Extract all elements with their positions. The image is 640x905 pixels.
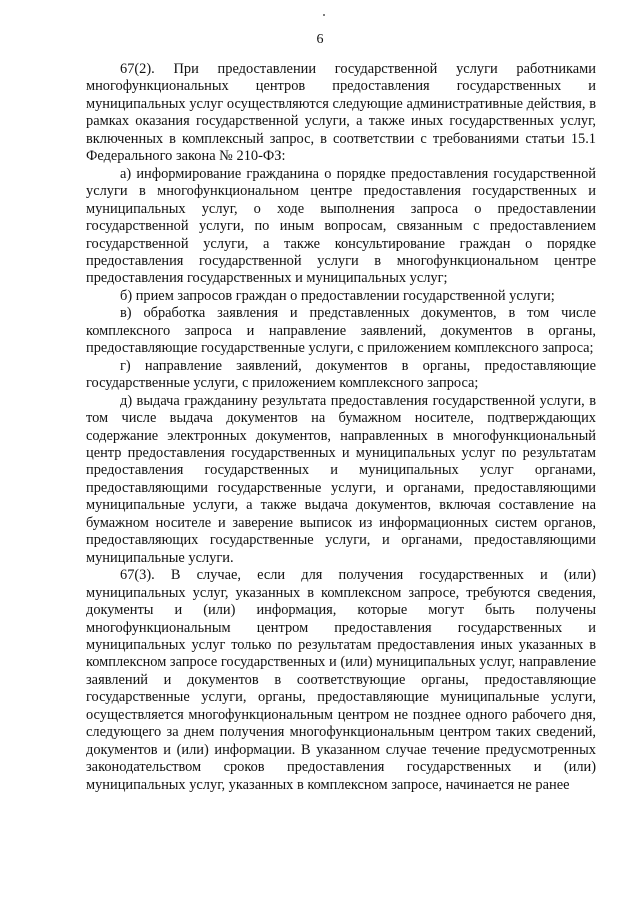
page-number: 6 [316,32,324,47]
paragraph-item-b: б) прием запросов граждан о предоставлении государственной услуги; [120,287,555,304]
paragraph-67-2: 67(2). При предоставлении государственной услуги работниками многофункциональных центров предоставления государственных и муниципальных услуг осуществляются следующие административные действия, в рамках оказания государственной услуги, а также иных государственных услуг, включенных в комплексный запрос, в соответствии с требованиями статьи 15.1 Федерального закона № 210-ФЗ: [86,61,596,165]
paragraph-item-d: д) выдача гражданину результата предоставления государственной услуги, в том числе выдача документов на бумажном носителе, подтверждающих содержание электронных документов, направленных в многофункциональный центр предоставления государственных и муниципальных услуг по результатам предоставления государственных и муниципальных услуг органами, предоставляющими государственные услуги, и органами, предоставляющими муниципальные услуги, а также выдача документов, включая составление на бумажном носителе и заверение выписок из информационных систем органов, предоставляющих государственные услуги, и органами, предоставляющими муниципальные услуги. [86,392,596,566]
paragraph-item-g: г) направление заявлений, документов в органы, предоставляющие государственные услуги, с приложением комплексного запроса; [86,357,596,392]
paragraph-67-3: 67(3). В случае, если для получения государственных и (или) муниципальных услуг, указанных в комплексном запросе, требуются сведения, документы и (или) информация, которые могут быть получены многофункциональным центром предоставления государственных и муниципальных услуг только по результатам предоставления иных указанных в комплексном запросе государственных и (или) муниципальных услуг, направление заявлений и документов в соответствующие органы, предоставляющие государственные услуги, органы, предоставляющие муниципальные услуги, осуществляется многофункциональным центром не позднее одного рабочего дня, следующего за днем получения многофункциональным центром таких сведений, документов и (или) информации. В указанном случае течение предусмотренных законодательством сроков предоставления государственных и (или) муниципальных услуг, указанных в комплексном запросе, начинается не ранее [86,567,596,793]
document-body [86,61,596,794]
paragraph-item-v: в) обработка заявления и представленных документов, в том числе комплексного запроса и направление заявлений, документов в органы, предоставляющие государственные услуги, с приложением комплексного запроса; [86,305,596,357]
scan-speck [323,14,325,16]
paragraph-item-a: а) информирование гражданина о порядке предоставления государственной услуги в многофункциональном центре предоставления государственных и муниципальных услуг, о ходе выполнения запроса о предоставлении государственной услуги, по иным вопросам, связанным с предоставлением государственной услуги, а также консультирование граждан о порядке предоставления государственной услуги в многофункциональном центре предоставления государственных и муниципальных услуг; [86,165,596,287]
